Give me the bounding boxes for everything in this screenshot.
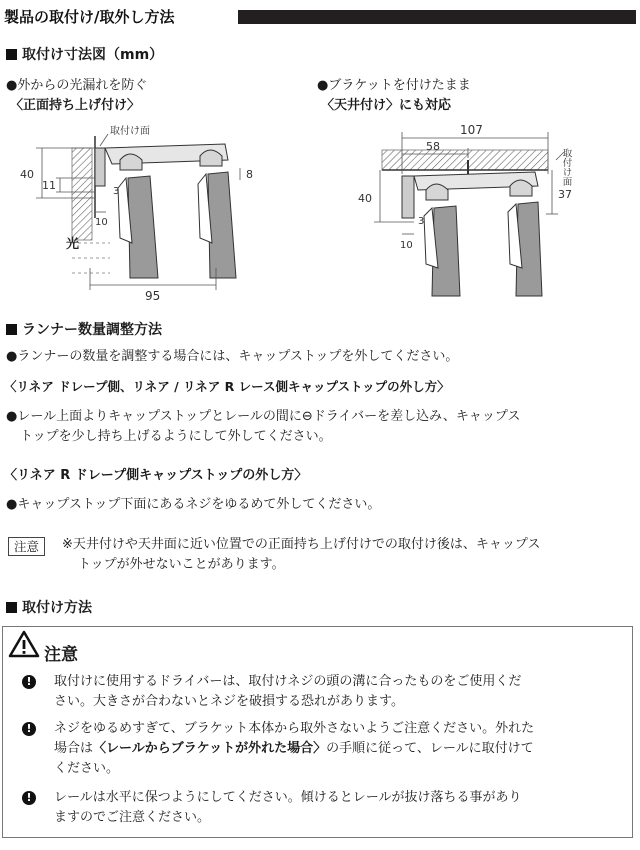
caution-title: 注意 (44, 645, 78, 665)
dim-11-left: 11 (42, 179, 56, 192)
dimension-heading: 取付け寸法図（mm） (6, 44, 163, 64)
dim-40-left: 40 (20, 168, 34, 181)
runner-sub2-heading: 〈リネア R ドレープ側キャップストップの外し方〉 (4, 468, 308, 483)
left-dimension-diagram (0, 118, 310, 310)
dim-58: 58 (426, 140, 440, 153)
caution-item-3-line2: ますのでご注意ください。 (54, 810, 211, 825)
square-bullet-icon (6, 324, 17, 335)
caution-item-1-line1: 取付けに使用するドライバーは、取付けネジの頭の溝に合ったものをご使用くだ (54, 674, 522, 689)
note-line-2: トップが外せないことがあります。 (78, 557, 285, 572)
runner-sub1-line2: トップを少し持ち上げるようにして外してください。 (20, 429, 332, 444)
caution-item-2-line1: ネジをゆるめすぎて、ブラケット本体から取外さないようご注意ください。外れた (54, 721, 535, 736)
caution-item-2-line2: 場合は〈レールからブラケットが外れた場合〉の手順に従って、レールに取付けて (54, 741, 534, 756)
title-bar-decoration (238, 10, 636, 24)
dim-10-right: 10 (400, 240, 413, 251)
right-dimension-diagram (320, 118, 640, 310)
left-diagram-caption-1: ●外からの光漏れを防ぐ (6, 78, 148, 93)
dim-95-left: 95 (145, 289, 161, 303)
caution-item-2-line3: ください。 (54, 761, 120, 776)
page-title: 製品の取付け/取外し方法 (4, 8, 175, 26)
note-line-1: ※天井付けや天井面に近い位置での正面持ち上げ付けでの取付け後は、キャップス (62, 537, 541, 552)
note-tag: 注意 (8, 537, 45, 556)
install-heading: 取付け方法 (6, 597, 92, 617)
label-mounting-surface: 取付け面 (110, 126, 150, 137)
ceiling-hatch (382, 150, 548, 170)
label-mounting-surface-right: 取付け面 (560, 148, 572, 186)
caution-item-3-line1: レールは水平に保つようにしてください。傾けるとレールが抜け落ちる事があり (54, 790, 522, 805)
left-diagram-caption-2: 〈正面持ち上げ付け〉 (10, 98, 141, 113)
dim-3-right: 3 (418, 216, 425, 227)
wall-hatch (72, 148, 92, 240)
runner-intro: ●ランナーの数量を調整する場合には、キャップストップを外してください。 (6, 349, 459, 364)
runner-heading: ランナー数量調整方法 (6, 319, 162, 339)
caution-item-1-line2: さい。大きさが合わないとネジを破損する恐れがあります。 (54, 694, 404, 709)
runner-sub2-line1: ●キャップストップ下面にあるネジをゆるめて外してください。 (6, 497, 381, 512)
runner-sub1-heading: 〈リネア ドレープ側、リネア / リネア R レース側キャップストップの外し方〉 (4, 379, 450, 394)
square-bullet-icon (6, 602, 17, 613)
dim-8-left: 8 (246, 168, 253, 181)
warning-triangle-icon (8, 630, 40, 658)
exclamation-icon: ! (22, 791, 36, 805)
right-diagram-caption-2: 〈天井付け〉にも対応 (321, 98, 452, 113)
exclamation-icon: ! (22, 675, 36, 689)
dim-40-right: 40 (358, 192, 372, 205)
dim-37: 37 (558, 188, 572, 201)
runner-sub1-line1: ●レール上面よりキャップストップとレールの間に⊖ドライバーを差し込み、キャップス (6, 409, 521, 424)
right-diagram-caption-1: ●ブラケットを付けたまま (317, 78, 471, 93)
exclamation-icon: ! (22, 722, 36, 736)
dim-3-left: 3 (113, 186, 120, 197)
square-bullet-icon (6, 49, 17, 60)
label-light: 光 (66, 237, 80, 252)
dim-10-left: 10 (95, 217, 108, 228)
dim-107: 107 (460, 123, 483, 137)
